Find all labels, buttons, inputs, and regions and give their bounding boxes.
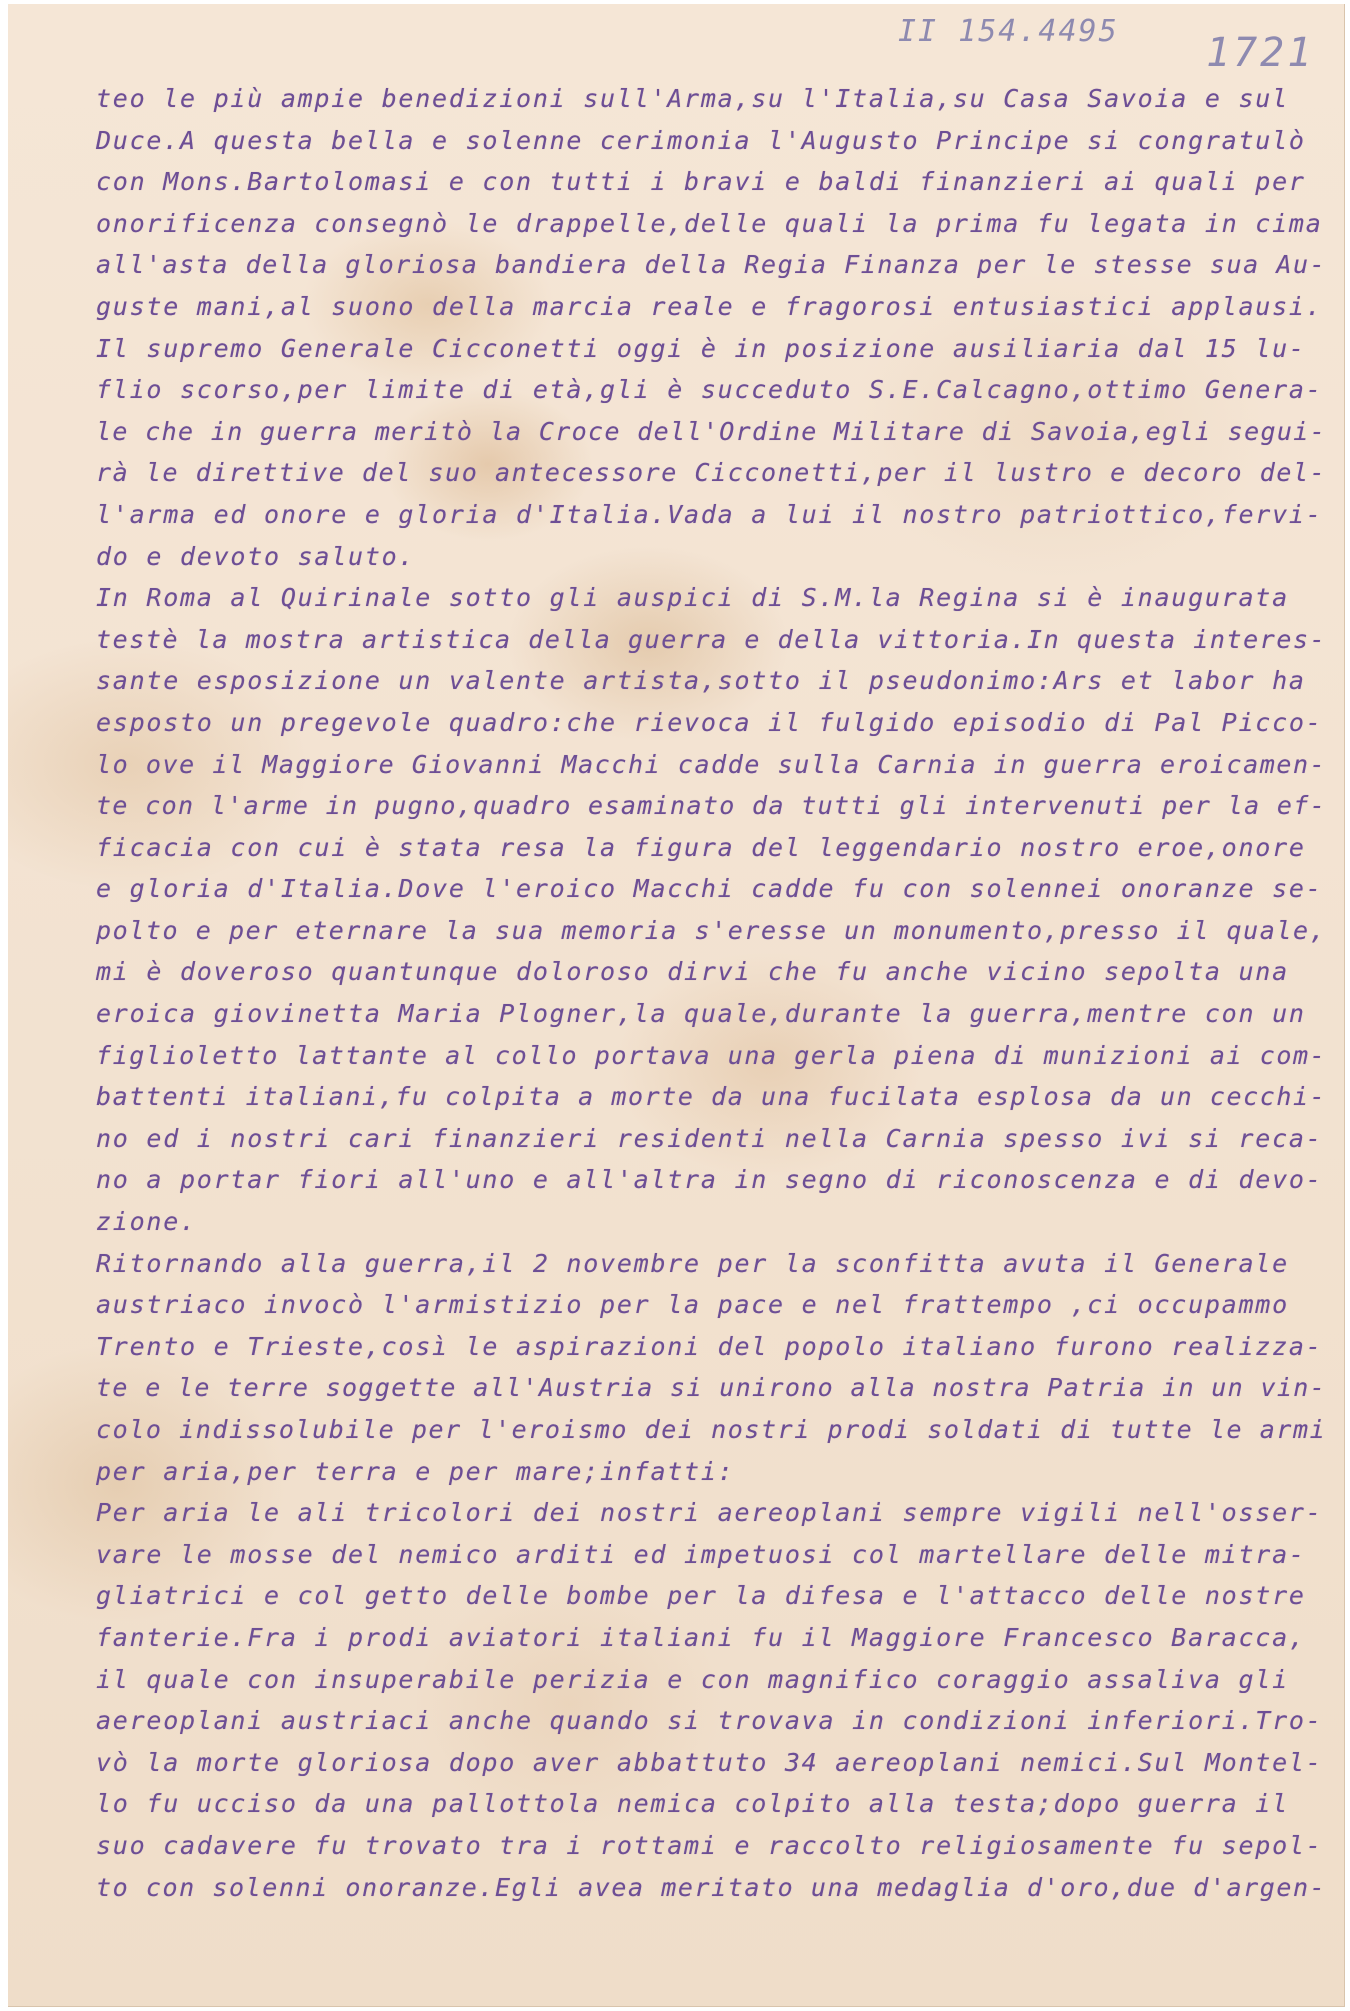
text-line: mi è doveroso quantunque doloroso dirvi che fu anche vicino sepolta una	[96, 957, 1289, 987]
text-line: figlioletto lattante al collo portava una gerla piena di munizioni ai com-	[96, 1040, 1327, 1070]
text-line: con Mons.Bartolomasi e con tutti i bravi e baldi finanzieri ai quali per	[96, 167, 1306, 197]
text-line: e gloria d'Italia.Dove l'eroico Macchi cadde fu con solennei onoranze se-	[96, 874, 1323, 904]
text-line: sante esposizione un valente artista,sotto il pseudonimo:Ars et labor ha	[96, 666, 1306, 696]
text-line: no a portar fiori all'uno e all'altra in segno di riconoscenza e di devo-	[96, 1165, 1323, 1195]
text-line: In Roma al Quirinale sotto gli auspici di S.M.la Regina si è inaugurata	[96, 583, 1289, 613]
text-line: lo ove il Maggiore Giovanni Macchi cadde sulla Carnia in guerra eroicamen-	[96, 749, 1327, 779]
text-line: aereoplani austriaci anche quando si trovava in condizioni inferiori.Tro-	[96, 1706, 1323, 1736]
typescript-page	[8, 4, 1345, 2007]
text-line: austriaco invocò l'armistizio per la pace e nel frattempo ,ci occupammo	[96, 1290, 1289, 1320]
folio-number: 1721	[1206, 30, 1315, 76]
text-line: flio scorso,per limite di età,gli è succeduto S.E.Calcagno,ottimo Genera-	[96, 375, 1323, 405]
text-line: Ritornando alla guerra,il 2 novembre per la sconfitta avuta il Generale	[96, 1248, 1289, 1278]
text-line: colo indissolubile per l'eroismo dei nostri prodi soldati di tutte le armi	[96, 1415, 1327, 1444]
text-line: lo fu ucciso da una pallottola nemica colpito alla testa;dopo guerra il	[96, 1789, 1289, 1819]
text-line: il quale con insuperabile perizia e con magnifico coraggio assaliva gli	[96, 1664, 1289, 1694]
text-line: testè la mostra artistica della guerra e della vittoria.In questa interes-	[96, 624, 1327, 654]
text-line: Per aria le ali tricolori dei nostri aereoplani sempre vigili nell'osser-	[96, 1498, 1323, 1528]
text-line: esposto un pregevole quadro:che rievoca il fulgido episodio di Pal Picco-	[96, 707, 1323, 737]
text-line: l'arma ed onore e gloria d'Italia.Vada a lui il nostro patriottico,fervi-	[96, 499, 1323, 529]
text-line: do e devoto saluto.	[96, 541, 416, 571]
text-line: Trento e Trieste,così le aspirazioni del popolo italiano furono realizza-	[96, 1331, 1323, 1361]
text-line: guste mani,al suono della marcia reale e fragorosi entusiastici applausi.	[96, 291, 1323, 321]
text-line: vare le mosse del nemico arditi ed impetuosi col martellare delle mitra-	[96, 1539, 1306, 1569]
text-line: to con solenni onoranze.Egli avea meritato una medaglia d'oro,due d'argen-	[96, 1872, 1327, 1902]
text-line: rà le direttive del suo antecessore Cicconetti,per il lustro e decoro del-	[96, 458, 1327, 488]
text-line: battenti italiani,fu colpita a morte da una fucilata esplosa da un cecchi-	[96, 1082, 1327, 1112]
archive-number-stamp: II 154.4495	[898, 14, 1119, 49]
text-line: fanterie.Fra i prodi aviatori italiani fu il Maggiore Francesco Baracca,	[96, 1622, 1306, 1652]
text-line: Duce.A questa bella e solenne cerimonia l'Augusto Principe si congratulò	[96, 125, 1306, 155]
text-line: all'asta della gloriosa bandiera della Regia Finanza per le stesse sua Au-	[96, 250, 1327, 280]
text-line: Il supremo Generale Cicconetti oggi è in posizione ausiliaria dal 15 lu-	[96, 333, 1306, 363]
text-line: ficacia con cui è stata resa la figura del leggendario nostro eroe,onore	[96, 832, 1306, 862]
text-line: suo cadavere fu trovato tra i rottami e raccolto religiosamente fu sepol-	[96, 1830, 1323, 1860]
text-line: zione.	[96, 1207, 197, 1237]
text-line: te con l'arme in pugno,quadro esaminato da tutti gli intervenuti per la ef-	[96, 791, 1327, 821]
text-line: vò la morte gloriosa dopo aver abbattuto 34 aereoplani nemici.Sul Montel-	[96, 1747, 1323, 1777]
text-line: le che in guerra meritò la Croce dell'Ordine Militare di Savoia,egli segui-	[96, 416, 1327, 446]
text-line: teo le più ampie benedizioni sull'Arma,su l'Italia,su Casa Savoia e sul	[96, 84, 1289, 113]
text-line: onorificenza consegnò le drappelle,delle quali la prima fu legata in cima	[96, 208, 1323, 238]
text-line: per aria,per terra e per mare;infatti:	[96, 1456, 735, 1486]
text-line: gliatrici e col getto delle bombe per la difesa e l'attacco delle nostre	[96, 1581, 1306, 1611]
text-line: eroica giovinetta Maria Plogner,la quale,durante la guerra,mentre con un	[96, 999, 1306, 1029]
text-line: polto e per eternare la sua memoria s'eresse un monumento,presso il quale,	[96, 915, 1327, 945]
text-line: te e le terre soggette all'Austria si unirono alla nostra Patria in un vin-	[96, 1373, 1327, 1403]
text-line: no ed i nostri cari finanzieri residenti nella Carnia spesso ivi si reca-	[96, 1123, 1323, 1153]
typescript-body	[96, 78, 1326, 1908]
